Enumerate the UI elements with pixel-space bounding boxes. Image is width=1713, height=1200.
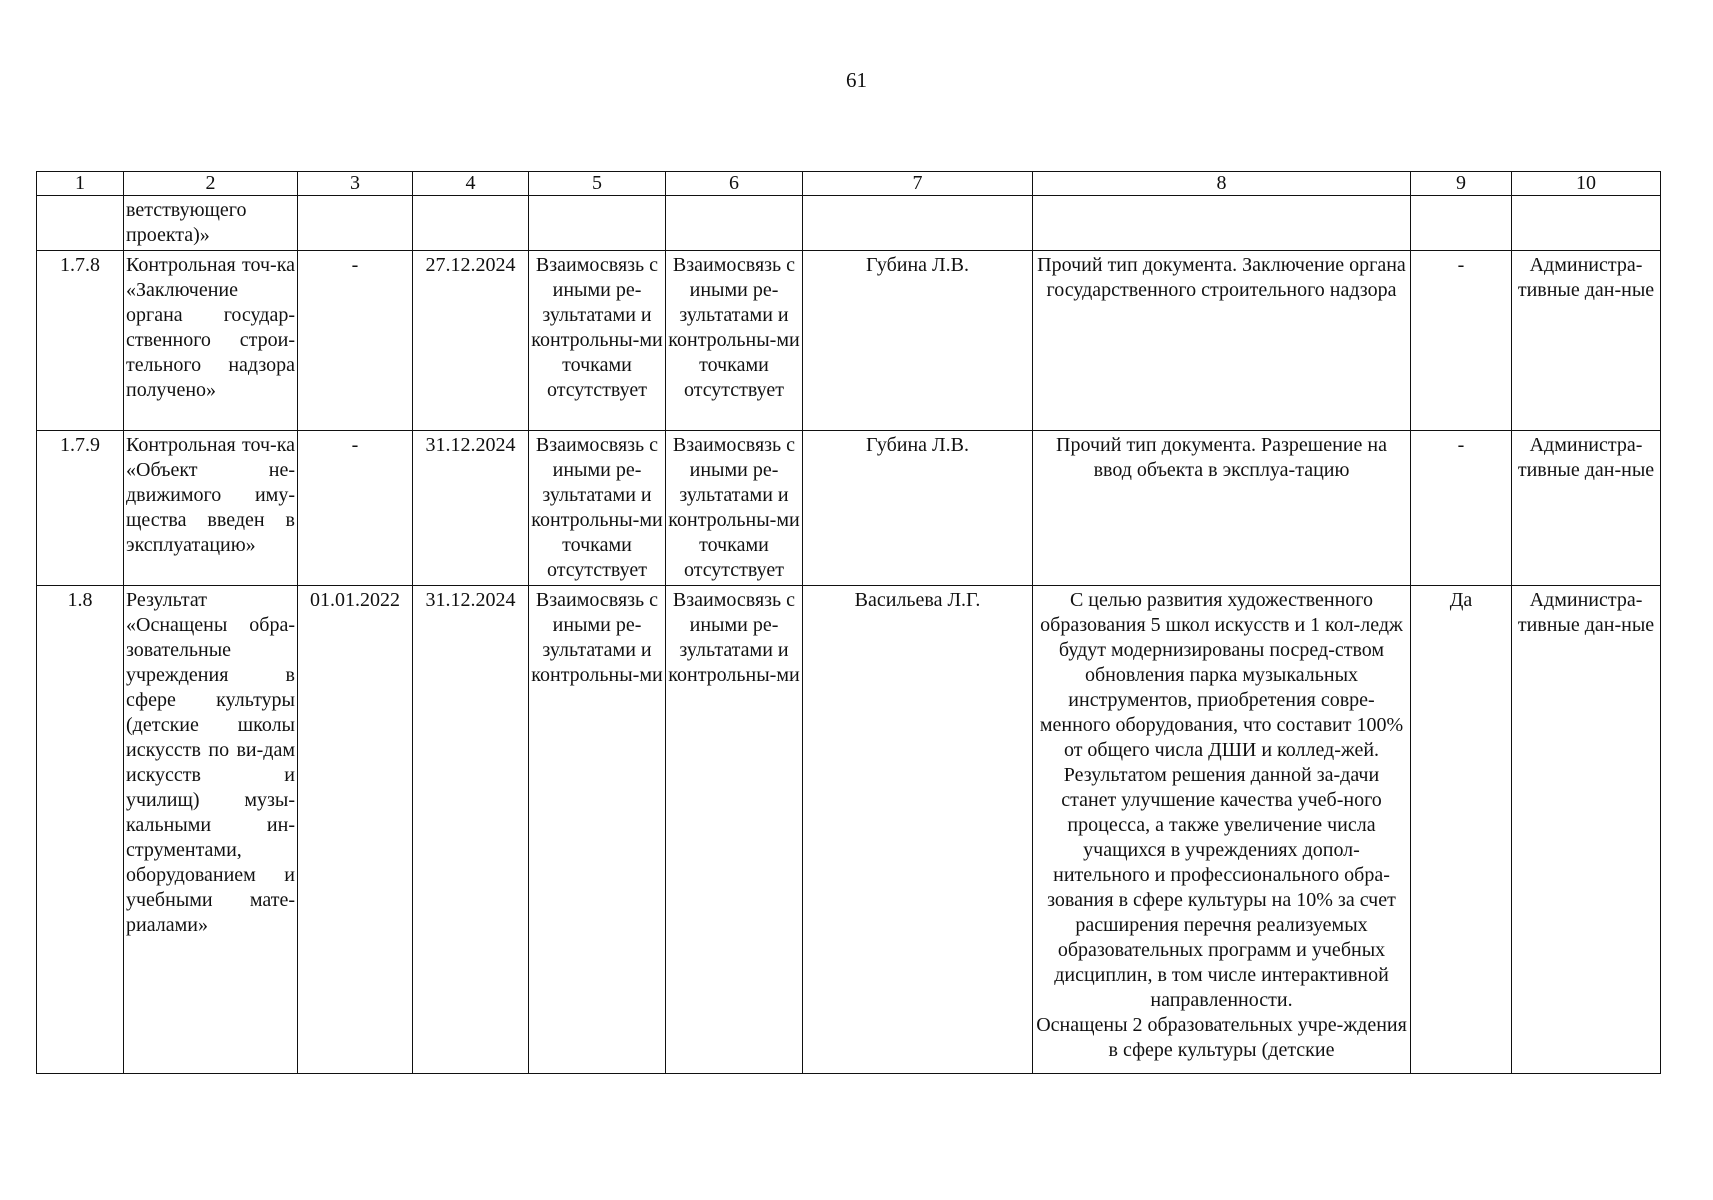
row-relation-5 xyxy=(529,196,666,251)
row-relation-5: Взаимосвязь с иными ре-зультатами и контрольны-ми точками отсутствует xyxy=(529,251,666,431)
row-description-continuation: Оснащены 2 образовательных учре-ждения в сфере культуры (детские xyxy=(1036,1014,1407,1061)
row-start-date: - xyxy=(298,431,413,586)
col-header-4: 4 xyxy=(413,172,529,196)
row-end-date: 27.12.2024 xyxy=(413,251,529,431)
row-name: Результат «Оснащены обра-зовательные учреждения в сфере культуры (детские школы искусств по ви-дам искусств и училищ) музы-кальными ин-струментами, оборудованием и учебными мате-риалами» xyxy=(124,586,298,1074)
row-relation-6 xyxy=(666,196,803,251)
row-flag: - xyxy=(1411,431,1512,586)
row-source: Администра-тивные дан-ные xyxy=(1512,586,1661,1074)
row-source xyxy=(1512,196,1661,251)
row-relation-6: Взаимосвязь с иными ре-зультатами и контрольны-ми xyxy=(666,586,803,1074)
row-description-text: С целью развития художественного образования 5 школ искусств и 1 кол-ледж будут модернизированы посред-ством обновления парка музыкальных инструментов, приобретения совре-менного оборудования, что составит 100% от общего числа ДШИ и коллед-жей. Результатом решения данной за-дачи станет улучшение качества учеб-ного процесса, а также увеличение числа учащихся в учреждениях допол-нительного и профессионального обра-зования в сфере культуры на 10% за счет расширения перечня реализуемых образовательных программ и учебных дисциплин, в том числе интерактивной направленности. xyxy=(1039,589,1404,1011)
row-start-date: 01.01.2022 xyxy=(298,586,413,1074)
row-name: Контрольная точ-ка «Заключение органа государ-ственного строи-тельного надзора получено» xyxy=(124,251,298,431)
row-flag: Да xyxy=(1411,586,1512,1074)
table-row xyxy=(37,586,1661,1074)
row-name: Контрольная точ-ка «Объект не-движимого иму-щества введен в эксплуатацию» xyxy=(124,431,298,586)
col-header-7: 7 xyxy=(803,172,1033,196)
row-relation-6: Взаимосвязь с иными ре-зультатами и контрольны-ми точками отсутствует xyxy=(666,251,803,431)
row-end-date: 31.12.2024 xyxy=(413,431,529,586)
col-header-3: 3 xyxy=(298,172,413,196)
row-relation-5: Взаимосвязь с иными ре-зультатами и контрольны-ми xyxy=(529,586,666,1074)
col-header-2: 2 xyxy=(124,172,298,196)
row-flag xyxy=(1411,196,1512,251)
col-header-10: 10 xyxy=(1512,172,1661,196)
row-flag: - xyxy=(1411,251,1512,431)
row-number xyxy=(37,196,124,251)
col-header-5: 5 xyxy=(529,172,666,196)
row-description xyxy=(1033,586,1411,1074)
row-number: 1.8 xyxy=(37,586,124,1074)
row-name: ветствующего проекта)» xyxy=(124,196,298,251)
column-number-row xyxy=(37,172,1661,196)
row-responsible xyxy=(803,196,1033,251)
table-row xyxy=(37,431,1661,586)
page-number: 61 xyxy=(846,68,867,92)
row-source: Администра-тивные дан-ные xyxy=(1512,431,1661,586)
row-responsible: Васильева Л.Г. xyxy=(803,586,1033,1074)
row-relation-6: Взаимосвязь с иными ре-зультатами и контрольны-ми точками отсутствует xyxy=(666,431,803,586)
table-row xyxy=(37,251,1661,431)
results-table xyxy=(36,171,1661,1074)
row-end-date: 31.12.2024 xyxy=(413,586,529,1074)
row-number: 1.7.8 xyxy=(37,251,124,431)
col-header-8: 8 xyxy=(1033,172,1411,196)
row-description: Прочий тип документа. Заключение органа государственного строительного надзора xyxy=(1033,251,1411,431)
table-row xyxy=(37,196,1661,251)
row-number: 1.7.9 xyxy=(37,431,124,586)
row-start-date xyxy=(298,196,413,251)
row-source: Администра-тивные дан-ные xyxy=(1512,251,1661,431)
row-description: Прочий тип документа. Разрешение на ввод объекта в эксплуа-тацию xyxy=(1033,431,1411,586)
row-responsible: Губина Л.В. xyxy=(803,251,1033,431)
row-relation-5: Взаимосвязь с иными ре-зультатами и контрольны-ми точками отсутствует xyxy=(529,431,666,586)
col-header-9: 9 xyxy=(1411,172,1512,196)
row-responsible: Губина Л.В. xyxy=(803,431,1033,586)
col-header-1: 1 xyxy=(37,172,124,196)
row-end-date xyxy=(413,196,529,251)
row-description xyxy=(1033,196,1411,251)
col-header-6: 6 xyxy=(666,172,803,196)
row-start-date: - xyxy=(298,251,413,431)
